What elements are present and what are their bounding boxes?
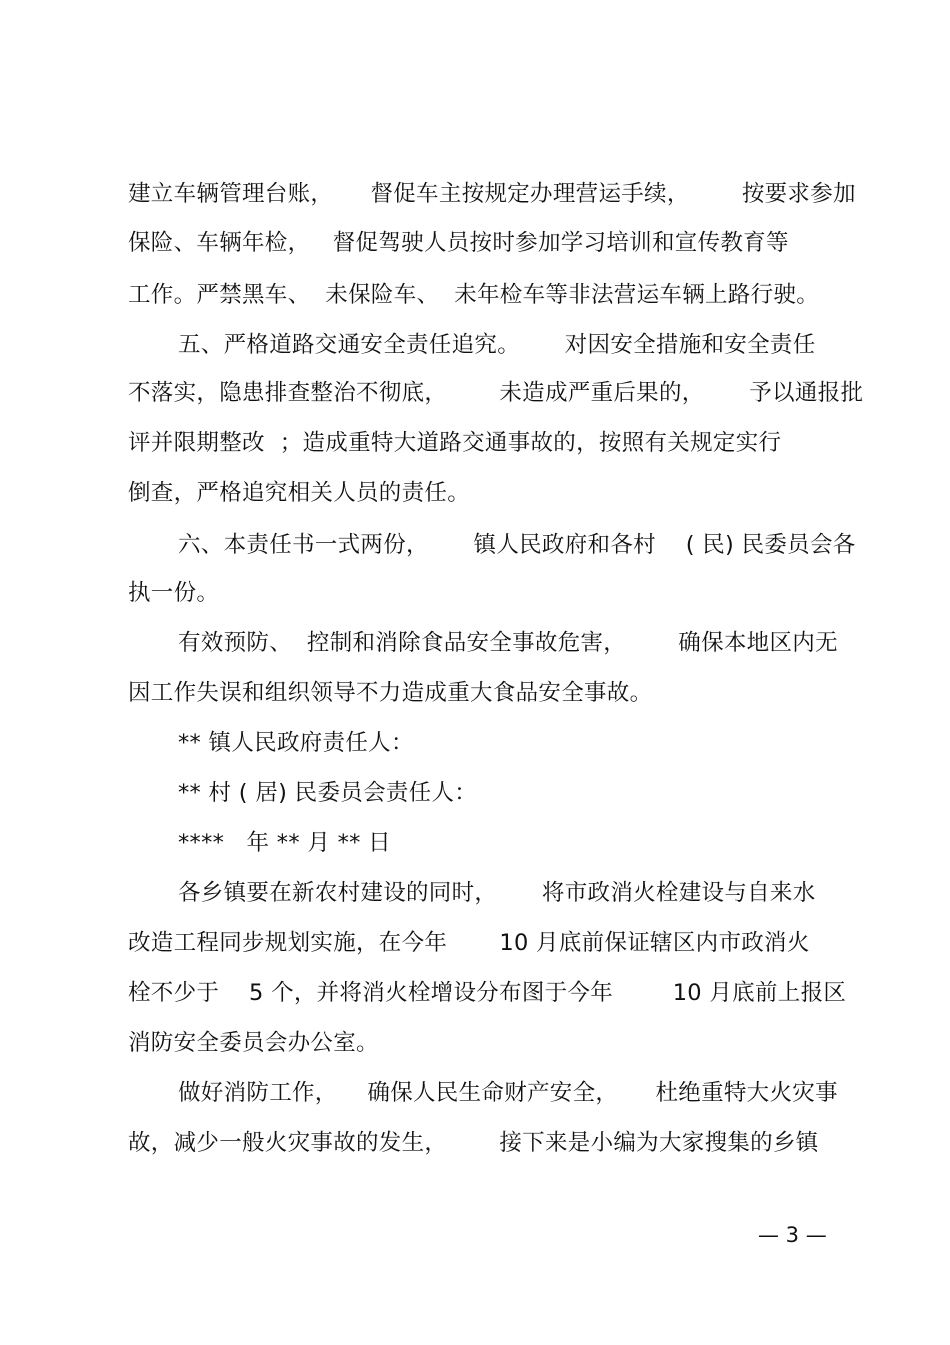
text-line: 因工作失误和组织领导不力造成重大食品安全事故。 (128, 680, 653, 706)
text-line: 执一份。 (128, 580, 220, 606)
text-line: 做好消防工作， 确保人民生命财产安全， 杜绝重特大火灾事 (178, 1080, 838, 1106)
text-line: 改造工程同步规划实施，在今年 10 月底前保证辖区内市政消火 (128, 930, 810, 956)
text-line: ** 村 ( 居) 民委员会责任人： (178, 780, 478, 806)
page-number: — 3 — (758, 1223, 827, 1247)
text-line: 建立车辆管理台账， 督促车主按规定办理营运手续， 按要求参加 (128, 181, 856, 207)
text-line: 有效预防、 控制和消除食品安全事故危害， 确保本地区内无 (178, 630, 838, 656)
text-line: 评并限期整改 ；造成重特大道路交通事故的，按照有关规定实行 (128, 430, 782, 456)
text-line: 栓不少于 5 个，并将消火栓增设分布图于今年 10 月底前上报区 (128, 980, 847, 1006)
text-line: 五、严格道路交通安全责任追究。 对因安全措施和安全责任 (178, 332, 816, 358)
text-line: 不落实，隐患排查整治不彻底， 未造成严重后果的， 予以通报批 (128, 380, 864, 406)
text-line: 保险、车辆年检， 督促驾驶人员按时参加学习培训和宣传教育等 (128, 230, 789, 256)
text-line: 故，减少一般火灾事故的发生， 接下来是小编为大家搜集的乡镇 (128, 1130, 819, 1156)
text-line: ** 镇人民政府责任人： (178, 730, 414, 756)
text-line: 各乡镇要在新农村建设的同时， 将市政消火栓建设与自来水 (178, 880, 816, 906)
text-line: 工作。严禁黑车、 未保险车、 未年检车等非法营运车辆上路行驶。 (128, 282, 820, 308)
text-line: **** 年 ** 月 ** 日 (178, 830, 391, 856)
text-line: 六、本责任书一式两份， 镇人民政府和各村 ( 民) 民委员会各 (178, 532, 856, 558)
text-line: 倒查，严格追究相关人员的责任。 (128, 480, 471, 506)
text-line: 消防安全委员会办公室。 (128, 1030, 379, 1056)
